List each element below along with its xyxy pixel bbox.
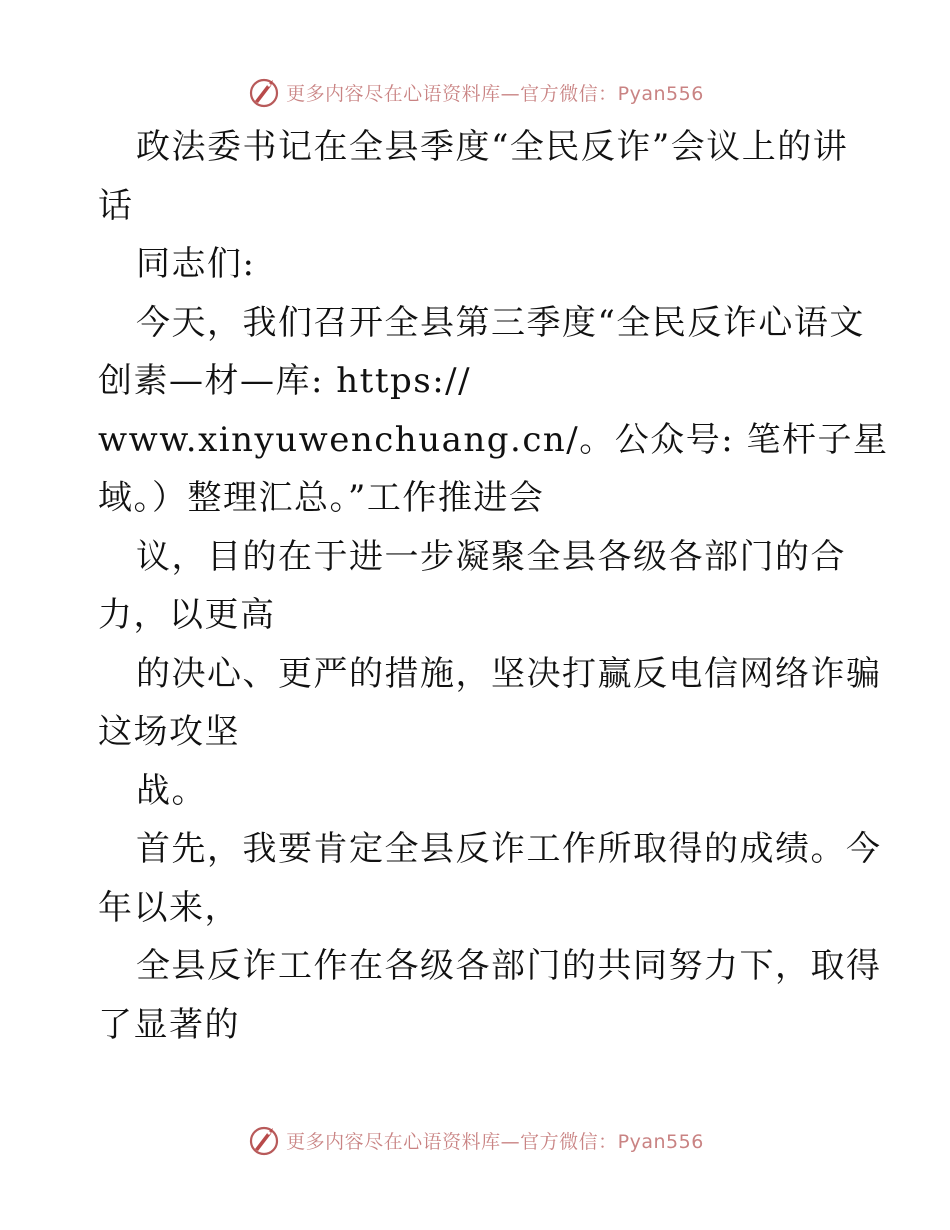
- header-watermark: [0, 72, 950, 112]
- text-line: 战。: [136, 770, 207, 811]
- text-line: 话: [98, 185, 134, 226]
- text-line: 议，目的在于进一步凝聚全县各级各部门的合: [136, 536, 846, 577]
- text-line: 创素—材—库: https://: [98, 361, 472, 401]
- text-line: 这场攻坚: [98, 712, 240, 752]
- document-body: [98, 118, 889, 1054]
- text-line: 域。）整理汇总。”工作推进会: [98, 478, 545, 518]
- text-line: 同志们:: [136, 244, 256, 284]
- text-line: 全县反诈工作在各级各部门的共同努力下，取得: [136, 946, 882, 986]
- text-line: 首先，我要肯定全县反诈工作所取得的成绩。今: [136, 829, 882, 869]
- text-line: 年以来，: [98, 887, 240, 928]
- text-line: www.xinyuwenchuang.cn/。公众号: 笔杆子星: [98, 419, 889, 460]
- footer-watermark: [0, 1120, 950, 1160]
- watermark-text: 更多内容尽在心语资料库—官方微信：Pyan556: [286, 1130, 704, 1153]
- text-line: 了显著的: [98, 1004, 240, 1045]
- pen-nib-logo-icon: [246, 1122, 282, 1158]
- text-line: 力，以更高: [98, 595, 276, 635]
- text-line: 政法委书记在全县季度“全民反诈”会议上的讲: [136, 127, 849, 167]
- text-line: 的决心、更严的措施，坚决打赢反电信网络诈骗: [136, 653, 882, 694]
- pen-nib-logo-icon: [246, 74, 282, 110]
- watermark-text: 更多内容尽在心语资料库—官方微信：Pyan556: [286, 82, 704, 105]
- text-line: 今天，我们召开全县第三季度“全民反诈心语文: [136, 302, 865, 343]
